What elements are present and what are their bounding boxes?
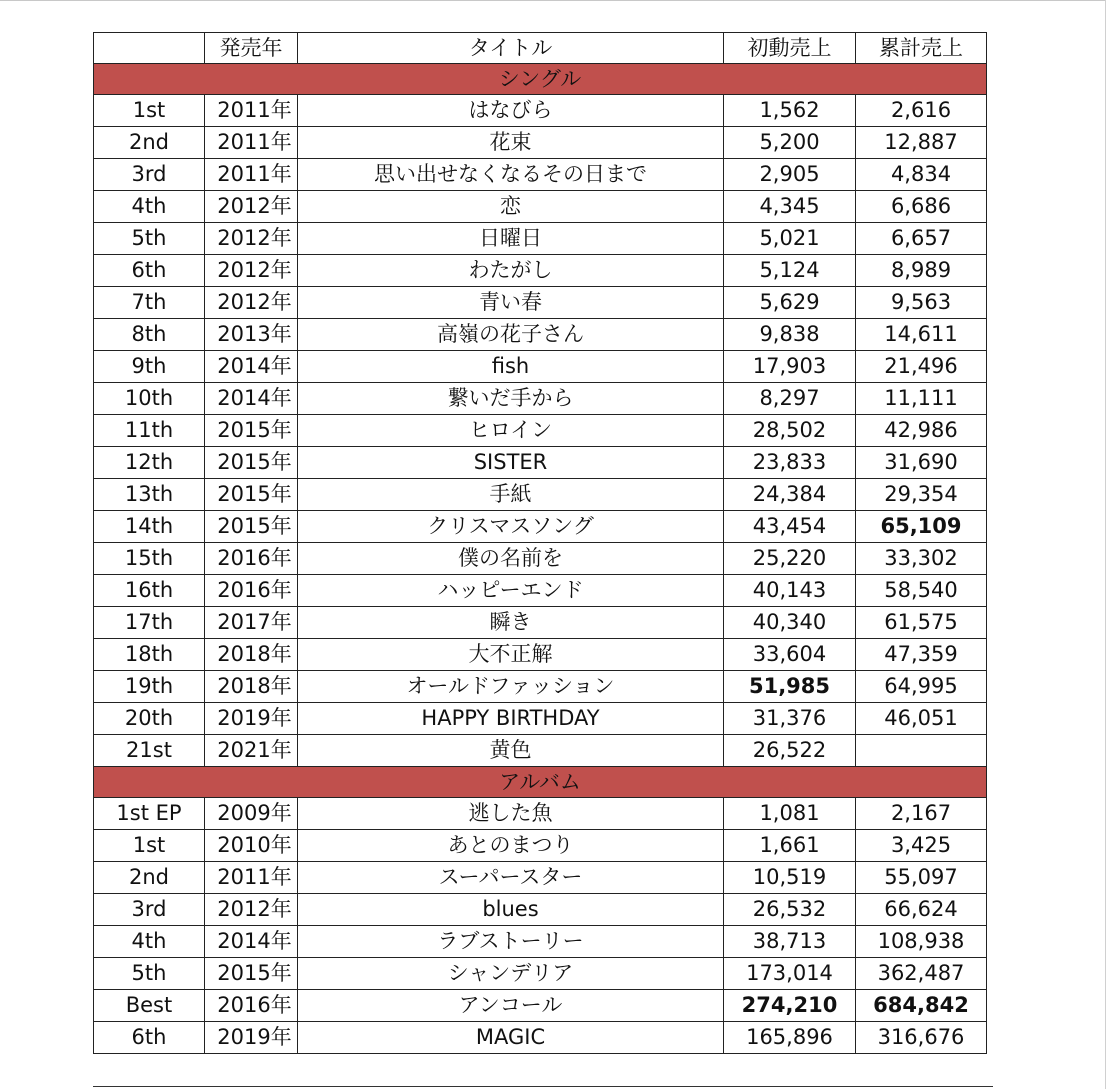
cell-release-year: 2019年: [205, 1022, 298, 1054]
cell-first-week-sales: 17,903: [724, 351, 856, 383]
cell-first-week-sales: 51,985: [724, 671, 856, 703]
cell-first-week-sales: 40,340: [724, 607, 856, 639]
table-row: [94, 95, 987, 127]
table-row: [94, 511, 987, 543]
cell-title: 瞬き: [298, 607, 724, 639]
cell-title: はなびら: [298, 95, 724, 127]
cell-first-week-sales: 9,838: [724, 319, 856, 351]
cell-first-week-sales: 2,905: [724, 159, 856, 191]
cell-release-no: 14th: [94, 511, 205, 543]
cell-release-no: 18th: [94, 639, 205, 671]
cell-release-year: 2018年: [205, 639, 298, 671]
cell-total-sales: 362,487: [856, 958, 987, 990]
cell-release-no: 9th: [94, 351, 205, 383]
cell-title: 高嶺の花子さん: [298, 319, 724, 351]
table-row: [94, 191, 987, 223]
cell-first-week-sales: 40,143: [724, 575, 856, 607]
cell-first-week-sales: 5,021: [724, 223, 856, 255]
cell-release-no: 4th: [94, 191, 205, 223]
sales-table: [93, 32, 987, 1054]
section-header-row: [94, 767, 987, 798]
cell-release-no: 2nd: [94, 862, 205, 894]
cell-first-week-sales: 4,345: [724, 191, 856, 223]
cell-release-no: 15th: [94, 543, 205, 575]
cell-release-no: 1st: [94, 95, 205, 127]
cell-total-sales: 65,109: [856, 511, 987, 543]
table-row: [94, 415, 987, 447]
cell-release-year: 2012年: [205, 223, 298, 255]
cell-total-sales: 21,496: [856, 351, 987, 383]
table-row: [94, 575, 987, 607]
cell-title: わたがし: [298, 255, 724, 287]
cell-total-sales: 108,938: [856, 926, 987, 958]
cell-title: ヒロイン: [298, 415, 724, 447]
cell-release-no: 10th: [94, 383, 205, 415]
section-title: アルバム: [94, 767, 987, 798]
table-row: [94, 894, 987, 926]
cell-title: HAPPY BIRTHDAY: [298, 703, 724, 735]
sales-table-body: [94, 33, 987, 1054]
table-row: [94, 703, 987, 735]
cell-first-week-sales: 1,081: [724, 798, 856, 830]
cell-release-year: 2016年: [205, 575, 298, 607]
cell-title: 青い春: [298, 287, 724, 319]
cell-release-year: 2015年: [205, 958, 298, 990]
cell-release-year: 2015年: [205, 479, 298, 511]
cell-total-sales: 4,834: [856, 159, 987, 191]
cell-total-sales: 2,616: [856, 95, 987, 127]
cell-release-year: 2016年: [205, 990, 298, 1022]
table-row: [94, 319, 987, 351]
table-row: [94, 543, 987, 575]
cell-release-year: 2011年: [205, 159, 298, 191]
cell-release-year: 2013年: [205, 319, 298, 351]
cell-total-sales: 33,302: [856, 543, 987, 575]
cell-release-year: 2011年: [205, 862, 298, 894]
cell-release-year: 2012年: [205, 255, 298, 287]
cell-title: オールドファッション: [298, 671, 724, 703]
cell-release-no: Best: [94, 990, 205, 1022]
cell-first-week-sales: 26,532: [724, 894, 856, 926]
header-title: タイトル: [298, 33, 724, 64]
table-row: [94, 958, 987, 990]
cell-release-no: 4th: [94, 926, 205, 958]
cell-title: SISTER: [298, 447, 724, 479]
table-row: [94, 990, 987, 1022]
cell-release-year: 2011年: [205, 95, 298, 127]
cell-release-year: 2014年: [205, 383, 298, 415]
cell-title: MAGIC: [298, 1022, 724, 1054]
cell-release-year: 2014年: [205, 926, 298, 958]
header-first-week: 初動売上: [724, 33, 856, 64]
cell-release-no: 6th: [94, 255, 205, 287]
cell-first-week-sales: 43,454: [724, 511, 856, 543]
cell-total-sales: 29,354: [856, 479, 987, 511]
cell-title: スーパースター: [298, 862, 724, 894]
cell-title: 大不正解: [298, 639, 724, 671]
cell-release-no: 7th: [94, 287, 205, 319]
cell-title: 僕の名前を: [298, 543, 724, 575]
cell-release-no: 17th: [94, 607, 205, 639]
cell-first-week-sales: 165,896: [724, 1022, 856, 1054]
cell-first-week-sales: 33,604: [724, 639, 856, 671]
header-row: [94, 33, 987, 64]
cell-total-sales: 6,686: [856, 191, 987, 223]
cell-release-no: 5th: [94, 223, 205, 255]
cell-title: 花束: [298, 127, 724, 159]
cell-total-sales: 64,995: [856, 671, 987, 703]
table-row: [94, 671, 987, 703]
cell-total-sales: [856, 735, 987, 767]
cell-total-sales: 3,425: [856, 830, 987, 862]
cell-first-week-sales: 173,014: [724, 958, 856, 990]
cell-total-sales: 9,563: [856, 287, 987, 319]
cell-release-no: 3rd: [94, 894, 205, 926]
table-row: [94, 383, 987, 415]
cell-first-week-sales: 23,833: [724, 447, 856, 479]
table-row: [94, 798, 987, 830]
cell-total-sales: 2,167: [856, 798, 987, 830]
cell-title: blues: [298, 894, 724, 926]
cell-first-week-sales: 28,502: [724, 415, 856, 447]
cell-total-sales: 316,676: [856, 1022, 987, 1054]
section-header-row: [94, 64, 987, 95]
cell-total-sales: 14,611: [856, 319, 987, 351]
cell-release-year: 2012年: [205, 191, 298, 223]
cell-first-week-sales: 8,297: [724, 383, 856, 415]
table-row: [94, 447, 987, 479]
cell-release-year: 2018年: [205, 671, 298, 703]
table-row: [94, 159, 987, 191]
cell-title: 日曜日: [298, 223, 724, 255]
cell-release-no: 2nd: [94, 127, 205, 159]
cell-release-no: 19th: [94, 671, 205, 703]
cell-title: ラブストーリー: [298, 926, 724, 958]
cell-release-no: 1st EP: [94, 798, 205, 830]
cell-release-year: 2016年: [205, 543, 298, 575]
cell-total-sales: 6,657: [856, 223, 987, 255]
cell-release-no: 1st: [94, 830, 205, 862]
cell-first-week-sales: 24,384: [724, 479, 856, 511]
table-row: [94, 735, 987, 767]
cell-release-no: 8th: [94, 319, 205, 351]
cell-release-no: 13th: [94, 479, 205, 511]
cell-title: 恋: [298, 191, 724, 223]
cell-release-year: 2015年: [205, 511, 298, 543]
cell-title: 手紙: [298, 479, 724, 511]
cell-title: fish: [298, 351, 724, 383]
cell-first-week-sales: 1,661: [724, 830, 856, 862]
cell-release-year: 2011年: [205, 127, 298, 159]
table-row: [94, 127, 987, 159]
header-year: 発売年: [205, 33, 298, 64]
cell-total-sales: 58,540: [856, 575, 987, 607]
cell-release-year: 2021年: [205, 735, 298, 767]
cell-title: 黄色: [298, 735, 724, 767]
cell-total-sales: 684,842: [856, 990, 987, 1022]
cell-total-sales: 46,051: [856, 703, 987, 735]
cell-release-no: 11th: [94, 415, 205, 447]
table-row: [94, 479, 987, 511]
cell-total-sales: 11,111: [856, 383, 987, 415]
table-row: [94, 926, 987, 958]
cell-release-year: 2012年: [205, 894, 298, 926]
cell-release-year: 2012年: [205, 287, 298, 319]
cell-release-year: 2017年: [205, 607, 298, 639]
cell-total-sales: 31,690: [856, 447, 987, 479]
table-row: [94, 223, 987, 255]
cell-total-sales: 12,887: [856, 127, 987, 159]
cell-release-year: 2010年: [205, 830, 298, 862]
table-row: [94, 862, 987, 894]
cell-first-week-sales: 25,220: [724, 543, 856, 575]
cell-total-sales: 42,986: [856, 415, 987, 447]
table-row: [94, 255, 987, 287]
table-row: [94, 830, 987, 862]
cell-title: 逃した魚: [298, 798, 724, 830]
cell-release-no: 12th: [94, 447, 205, 479]
table-row: [94, 1022, 987, 1054]
cell-title: クリスマスソング: [298, 511, 724, 543]
cell-first-week-sales: 274,210: [724, 990, 856, 1022]
bottom-rule: [93, 1086, 993, 1087]
table-row: [94, 639, 987, 671]
cell-first-week-sales: 5,629: [724, 287, 856, 319]
cell-release-year: 2015年: [205, 415, 298, 447]
cell-total-sales: 55,097: [856, 862, 987, 894]
cell-total-sales: 47,359: [856, 639, 987, 671]
cell-total-sales: 61,575: [856, 607, 987, 639]
cell-release-year: 2019年: [205, 703, 298, 735]
cell-release-no: 21st: [94, 735, 205, 767]
cell-release-no: 3rd: [94, 159, 205, 191]
cell-title: ハッピーエンド: [298, 575, 724, 607]
cell-title: あとのまつり: [298, 830, 724, 862]
cell-release-no: 16th: [94, 575, 205, 607]
page-frame-top: [0, 0, 1106, 1]
cell-release-year: 2014年: [205, 351, 298, 383]
table-row: [94, 287, 987, 319]
table-row: [94, 607, 987, 639]
cell-first-week-sales: 31,376: [724, 703, 856, 735]
cell-release-year: 2009年: [205, 798, 298, 830]
cell-first-week-sales: 1,562: [724, 95, 856, 127]
cell-first-week-sales: 38,713: [724, 926, 856, 958]
header-no: [94, 33, 205, 64]
cell-first-week-sales: 5,124: [724, 255, 856, 287]
header-total: 累計売上: [856, 33, 987, 64]
cell-title: シャンデリア: [298, 958, 724, 990]
cell-release-no: 5th: [94, 958, 205, 990]
cell-total-sales: 8,989: [856, 255, 987, 287]
cell-first-week-sales: 10,519: [724, 862, 856, 894]
cell-total-sales: 66,624: [856, 894, 987, 926]
cell-title: 繋いだ手から: [298, 383, 724, 415]
cell-first-week-sales: 26,522: [724, 735, 856, 767]
table-row: [94, 351, 987, 383]
cell-release-no: 20th: [94, 703, 205, 735]
section-title: シングル: [94, 64, 987, 95]
cell-release-no: 6th: [94, 1022, 205, 1054]
cell-title: 思い出せなくなるその日まで: [298, 159, 724, 191]
cell-first-week-sales: 5,200: [724, 127, 856, 159]
cell-release-year: 2015年: [205, 447, 298, 479]
cell-title: アンコール: [298, 990, 724, 1022]
